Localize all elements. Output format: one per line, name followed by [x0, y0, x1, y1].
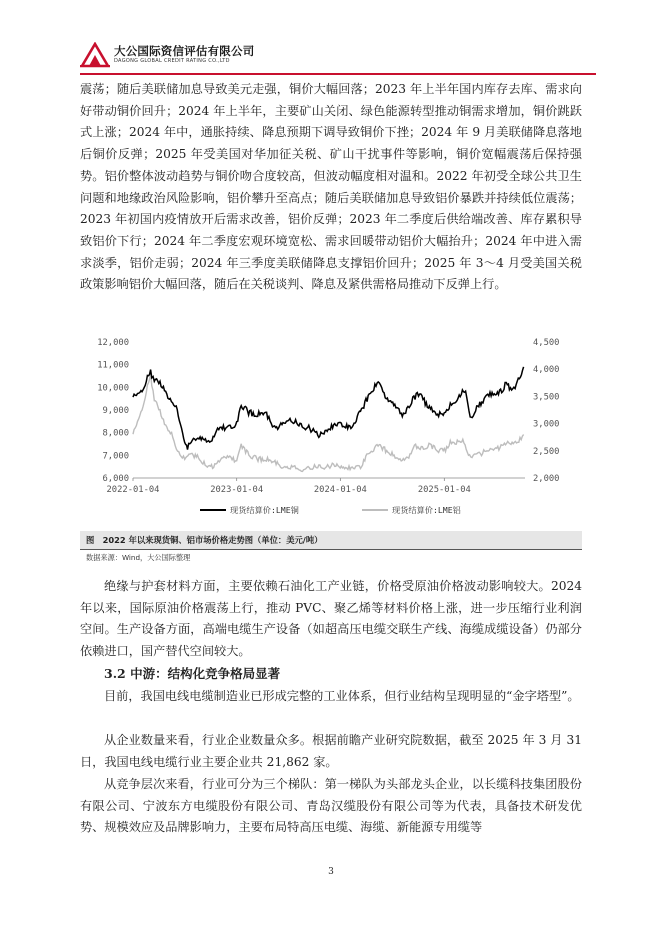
- figure-source: 数据来源：Wind，大公国际整理: [86, 553, 191, 562]
- y-left-tick-label: 8,000: [102, 428, 129, 439]
- header-rule: [80, 73, 596, 75]
- y-left-tick-label: 9,000: [102, 406, 129, 416]
- y-right-tick-label: 2,000: [533, 474, 560, 484]
- legend-label-copper: 现货结算价:LME铜: [230, 505, 299, 515]
- figure-caption: 图 2022 年以来现货铜、铝市场价格走势图（单位：美元/吨）: [80, 531, 582, 550]
- series-line-lme-aluminium: [133, 373, 524, 471]
- price-chart: [80, 332, 582, 522]
- page-header: [80, 42, 596, 70]
- x-tick-label: 2024-01-04: [313, 485, 367, 495]
- body-paragraph-top: 震荡；随后美联储加息导致美元走强，铜价大幅回落；2023 年上半年国内库存去库、需求向好带动铜价回升；2024 年上半年，主要矿山关闭、绿色能源转型推动铜需求增加，铜价跳跃式上涨；2024 年中，通胀持续、降息预期下调导致铜价下挫；2024 年 9 月美联储降息落地后铜价反弹；2025 年受美国对华加征关税、矿山干扰事件等影响，铜价宽幅震荡后保持强势。铝价整体波动趋势与铜价吻合度较高，但波动幅度相对温和。2022 年初受全球公共卫生问题和地缘政治风险影响，铝价攀升至高点；随后美联储加息导致铝价暴跌并持续低位震荡；2023 年初国内疫情放开后需求改善，铝价反弹；2023 年二季度后供给端改善、库存累积导致铝价下行；2024 年二季度宏观环境宽松、需求回暖带动铝价大幅抬升；2024 年中进入需求淡季，铝价走弱；2024 年三季度美联储降息支撑铝价回升；2025 年 3～4 月受美国关税政策影响铝价大幅回落，随后在关税谈判、降息及紧供需格局推动下反弹上行。: [80, 82, 582, 292]
- y-left-tick-label: 11,000: [97, 360, 129, 371]
- y-left-tick-label: 6,000: [102, 474, 129, 484]
- section-heading: 3.2 中游：结构化竞争格局显著: [104, 666, 281, 681]
- y-right-tick-label: 3,500: [533, 392, 560, 403]
- x-tick-label: 2023-01-04: [210, 485, 264, 495]
- page-number: 3: [328, 867, 334, 877]
- y-right-tick-label: 4,500: [533, 338, 560, 348]
- body-paragraph-tiers: 从竞争层次来看，行业可分为三个梯队：第一梯队为头部龙头企业，以长缆科技集团股份有限公司、宁波东方电缆股份有限公司、青岛汉缆股份有限公司等为代表，具备技术研发优势、规模效应及品牌影响力，主要布局特高压电缆、海缆、新能源专用缆等: [80, 777, 582, 835]
- x-tick-label: 2025-01-04: [417, 485, 471, 495]
- legend-label-aluminium: 现货结算价:LME铝: [392, 505, 461, 515]
- company-name-cn: 大公国际资信评估有限公司: [114, 44, 255, 58]
- y-left-tick-label: 10,000: [97, 383, 129, 394]
- body-paragraph-materials: 绝缘与护套材料方面，主要依赖石油化工产业链，价格受原油价格波动影响较大。2024 年以来，国际原油价格震荡上行，推动 PVC、聚乙烯等材料价格上涨，进一步压缩行业利润空间。生产设备方面，高端电缆生产设备（如超高压电缆交联生产线、海缆成缆设备）仍部分依赖进口，国产替代空间较大。: [80, 579, 582, 659]
- y-right-tick-label: 3,000: [533, 419, 560, 430]
- y-right-tick-label: 4,000: [533, 365, 560, 376]
- y-left-tick-label: 12,000: [97, 338, 129, 348]
- y-left-tick-label: 7,000: [102, 451, 129, 462]
- body-paragraph-structure: 目前，我国电线电缆制造业已形成完整的工业体系，但行业结构呈现明显的“金字塔型”。: [104, 689, 580, 703]
- y-right-tick-label: 2,500: [533, 446, 560, 457]
- x-tick-label: 2022-01-04: [106, 485, 160, 495]
- company-name-en: DAGONG GLOBAL CREDIT RATING CO.,LTD: [114, 58, 230, 64]
- dagong-logo-icon: [80, 42, 110, 68]
- series-line-lme-copper: [133, 367, 524, 450]
- body-paragraph-count: 从企业数量来看，行业企业数量众多。根据前瞻产业研究院数据，截至 2025 年 3 月 31 日，我国电线电缆行业主要企业共 21,862 家。: [80, 733, 582, 769]
